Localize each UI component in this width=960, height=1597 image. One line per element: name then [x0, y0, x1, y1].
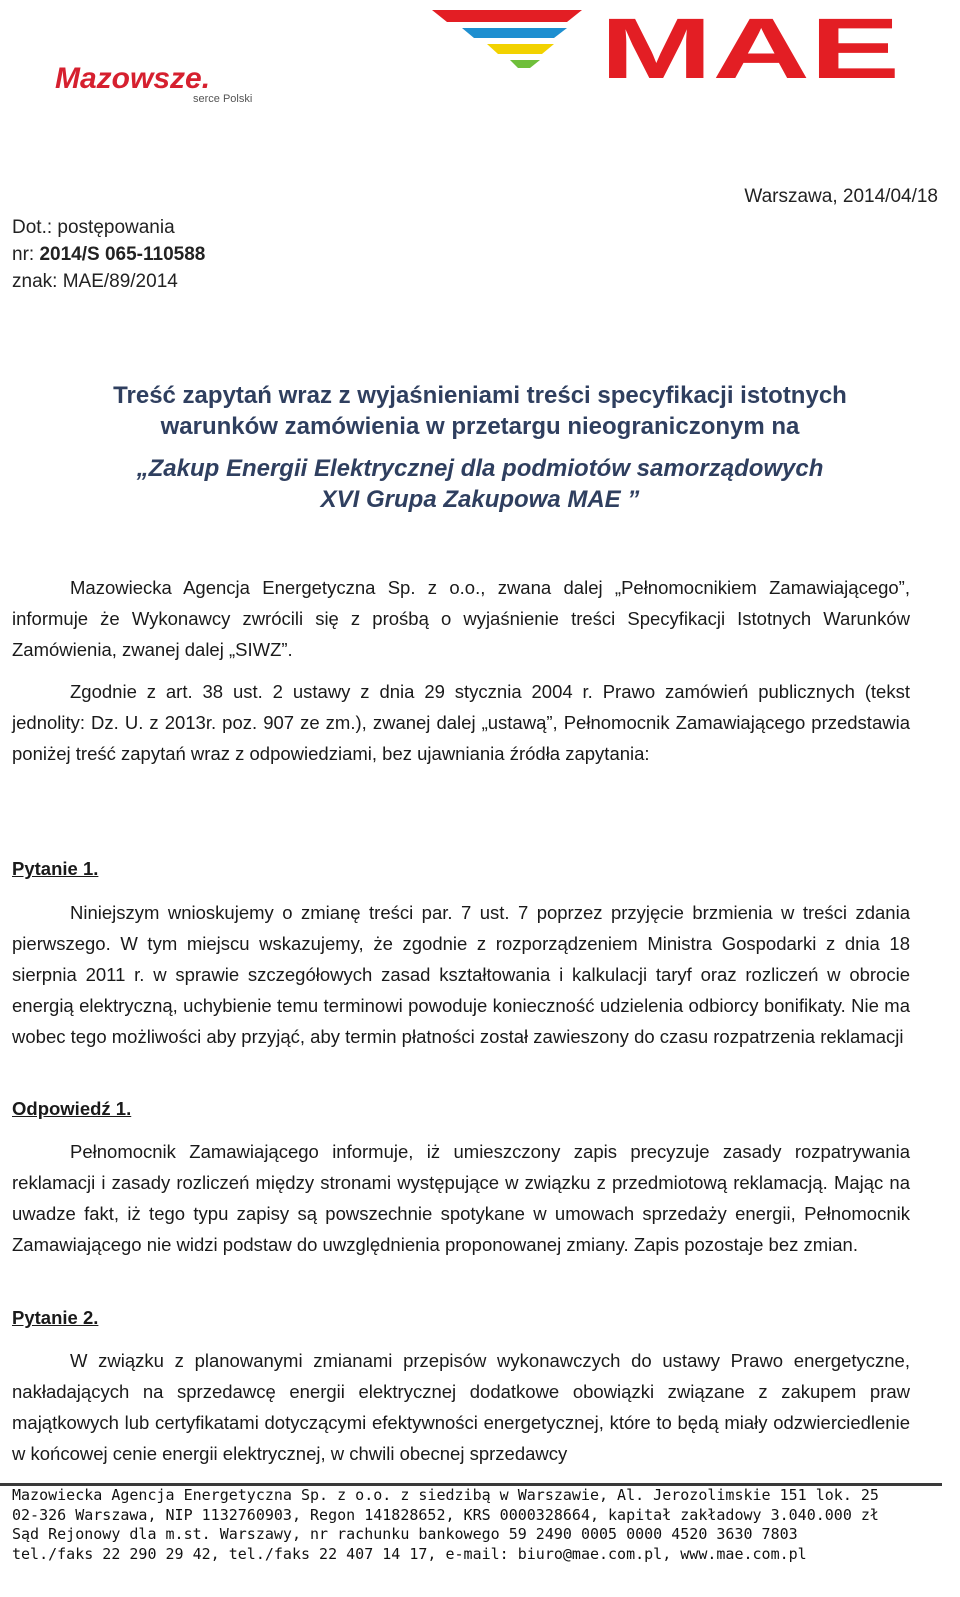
footer-line-3: Sąd Rejonowy dla m.st. Warszawy, nr rachunku bankowego 59 2490 0005 0000 4520 3630 7803	[12, 1525, 798, 1543]
answer-1-text: Pełnomocnik Zamawiającego informuje, iż umieszczony zapis precyzuje zasady rozpatrywania reklamacji i zasady rozliczeń między stronami występujące w związku z przedmiotową reklamacją. Mając na uwadze fakt, iż tego typu zapisy są powszechnie spotykane w umowach sprzedaży energii, Pełnomocnik Zamawiającego nie widzi podstaw do uwzględnienia proponowanej zmiany. Zapis pozostaje bez zmian.	[12, 1141, 910, 1255]
question-2-heading: Pytanie 2.	[12, 1307, 99, 1328]
answer-1-heading: Odpowiedź 1.	[12, 1098, 132, 1119]
document-date: Warszawa, 2014/04/18	[744, 186, 938, 207]
reference-nr-label: nr:	[12, 244, 35, 265]
reference-block	[12, 214, 205, 295]
mae-logo-stripe-blue	[462, 28, 567, 38]
reference-line-2	[12, 241, 205, 268]
mazowsze-logo-text: Mazowsze.	[55, 62, 211, 95]
reference-number: 2014/S 065-110588	[39, 244, 206, 265]
title-line-4: XVI Grupa Zakupowa MAE ”	[320, 486, 640, 513]
intro-paragraph-1: Mazowiecka Agencja Energetyczna Sp. z o.o., zwana dalej „Pełnomocnikiem Zamawiającego”, informuje że Wykonawcy zwrócili się z prośbą o wyjaśnienie treści Specyfikacji Istotnych Warunków Zamówienia, zwanej dalej „SIWZ”.	[12, 577, 910, 660]
footer	[12, 1486, 879, 1564]
intro-paragraph-2: Zgodnie z art. 38 ust. 2 ustawy z dnia 29 stycznia 2004 r. Prawo zamówień publicznych (tekst jednolity: Dz. U. z 2013r. poz. 907 ze zm.), zwanej dalej „ustawą”, Pełnomocnik Zamawiającego przedstawia poniżej treść zapytań wraz z odpowiedziami, bez ujawniania źródła zapytania:	[12, 681, 910, 764]
title-line-1: Treść zapytań wraz z wyjaśnieniami treści specyfikacji istotnych	[113, 382, 847, 409]
question-1-heading: Pytanie 1.	[12, 858, 99, 879]
mae-logo-text: MAE	[600, 8, 900, 80]
footer-line-2: 02-326 Warszawa, NIP 1132760903, Regon 141828652, KRS 0000328664, kapitał zakładowy 3.040.000 zł	[12, 1505, 879, 1524]
mazowsze-logo-subtitle: serce Polski	[193, 93, 253, 105]
footer-line-1: Mazowiecka Agencja Energetyczna Sp. z o.o. z siedzibą w Warszawie, Al. Jerozolimskie 151 lok. 25	[12, 1486, 879, 1504]
question-1-text: Niniejszym wnioskujemy o zmianę treści par. 7 ust. 7 poprzez przyjęcie brzmienia w treści zdania pierwszego. W tym miejscu wskazujemy, że zgodnie z rozporządzeniem Ministra Gospodarki z dnia 18 sierpnia 2011 r. w sprawie szczegółowych zasad kształtowania i kalkulacji taryf oraz rozliczeń w obrocie energią elektryczną, uchybienie temu terminowi powoduje konieczność udzielenia odbiorcy bonifikaty. Nie ma wobec tego możliwości aby przyjąć, aby termin płatności został zawieszony do czasu rozpatrzenia reklamacji	[12, 902, 910, 1047]
document-title	[60, 380, 900, 515]
mae-logo-stripe-yellow	[487, 44, 554, 54]
title-line-2: warunków zamówienia w przetargu nieograniczonym na	[160, 413, 800, 440]
reference-line-3: znak: MAE/89/2014	[12, 271, 178, 292]
mae-logo-stripe-red	[432, 10, 582, 22]
title-line-3: „Zakup Energii Elektrycznej dla podmiotów samorządowych	[136, 455, 824, 482]
mazowsze-logo	[55, 58, 265, 106]
reference-line-1: Dot.: postępowania	[12, 217, 175, 238]
question-2-text: W związku z planowanymi zmianami przepisów wykonawczych do ustawy Prawo energetyczne, nakładających na sprzedawcę energii elektrycznej dodatkowe obowiązki związane z zakupem praw majątkowych lub certyfikatami dotyczącymi efektywności energetycznej, które to będą miały odzwierciedlenie w końcowej cenie energii elektrycznej, w chwili obecnej sprzedawcy	[12, 1350, 910, 1464]
footer-line-4: tel./faks 22 290 29 42, tel./faks 22 407 14 17, e-mail: biuro@mae.com.pl, www.mae.com.pl	[12, 1544, 807, 1563]
mae-logo	[432, 8, 902, 80]
mae-logo-stripe-green	[510, 60, 540, 68]
